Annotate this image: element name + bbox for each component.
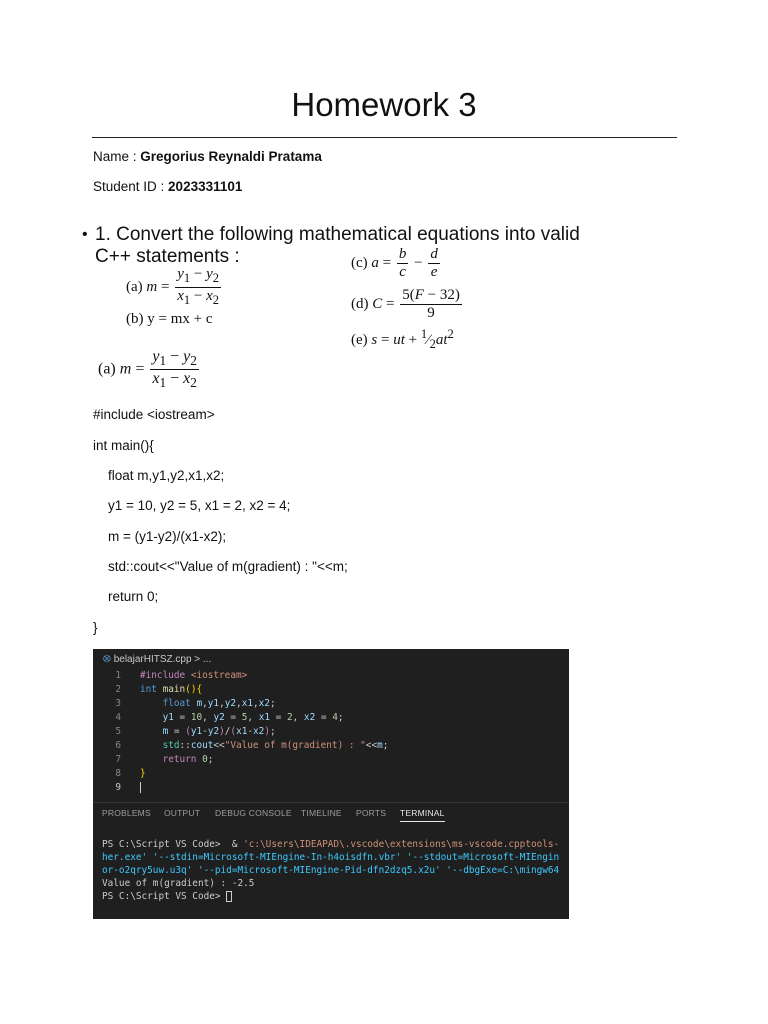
panel-tabs xyxy=(93,802,569,825)
terminal-output: Value of m(gradient) : -2.5 xyxy=(102,878,255,889)
tab-terminal[interactable]: TERMINAL xyxy=(400,808,445,822)
code-line: std::cout<<"Value of m(gradient) : "<<m; xyxy=(93,559,348,574)
editor-line: float m,y1,y2,x1,x2; xyxy=(162,698,276,709)
id-label: Student ID : xyxy=(93,179,169,194)
terminal-line: or-o2qry5uw.u3q' '--pid=Microsoft-MIEngine-Pid-dfn2dzq5.x2u' '--dbgExe=C:\mingw64 xyxy=(102,865,560,876)
editor-line: } xyxy=(140,768,146,779)
editor-line: int main(){ xyxy=(140,684,203,695)
line-number: 1 xyxy=(115,670,121,681)
student-id-line xyxy=(93,179,242,194)
student-name-line xyxy=(93,149,322,164)
tab-problems[interactable]: PROBLEMS xyxy=(102,808,151,818)
line-number: 9 xyxy=(115,782,121,793)
editor-line: #include <iostream> xyxy=(140,670,248,681)
name-value: Gregorius Reynaldi Pratama xyxy=(140,149,322,164)
id-value: 2023331101 xyxy=(168,179,243,194)
question-line-2: C++ statements : xyxy=(95,246,240,267)
code-line: #include <iostream> xyxy=(93,407,215,422)
tab-output[interactable]: OUTPUT xyxy=(164,808,201,818)
tab-timeline[interactable]: TIMELINE xyxy=(301,808,342,818)
page-title: Homework 3 xyxy=(291,86,477,123)
terminal-prompt[interactable]: PS C:\Script VS Code> xyxy=(102,891,232,902)
vscode-screenshot xyxy=(93,649,569,919)
tab-ports[interactable]: PORTS xyxy=(356,808,387,818)
line-number: 6 xyxy=(115,740,121,751)
tab-debug-console[interactable]: DEBUG CONSOLE xyxy=(215,808,292,818)
code-line: return 0; xyxy=(93,589,159,604)
name-label: Name : xyxy=(93,149,141,164)
line-number: 5 xyxy=(115,726,121,737)
text-cursor xyxy=(140,782,141,793)
title-divider xyxy=(92,137,677,138)
editor-line: std::cout<<"Value of m(gradient) : "<<m; xyxy=(162,740,389,751)
line-number: 7 xyxy=(115,754,121,765)
question-line-1: 1. Convert the following mathematical equations into valid xyxy=(95,224,580,245)
editor-line: return 0; xyxy=(162,754,214,765)
code-line: } xyxy=(93,620,98,635)
equation-d: (d) C = $\frac{5(F - 32)}{9}$ xyxy=(351,287,460,321)
terminal-line: her.exe' '--stdin=Microsoft-MIEngine-In-h4oisdfn.vbr' '--stdout=Microsoft-MIEngin xyxy=(102,852,560,863)
terminal-cursor xyxy=(226,891,232,902)
code-line: int main(){ xyxy=(93,438,154,453)
line-number: 3 xyxy=(115,698,121,709)
line-number: 8 xyxy=(115,768,121,779)
line-number: 2 xyxy=(115,684,121,695)
question-bullet: • xyxy=(82,226,88,243)
equation-a: (a) m = $\frac{y_1 - y_2}{x_1 - x_2}$ xyxy=(126,266,220,307)
editor-line: m = (y1-y2)/(x1-x2); xyxy=(162,726,276,737)
equation-b: (b) y = mx + c xyxy=(126,311,213,327)
answer-equation-a: (a) m = $\frac{y_1 - y_2}{x_1 - x_2}$ xyxy=(98,348,197,391)
cpp-file-icon: ⭙ xyxy=(103,654,111,665)
terminal-line: PS C:\Script VS Code> & 'c:\Users\IDEAPAD\.vscode\extensions\ms-vscode.cpptools- xyxy=(102,839,560,850)
equation-e: (e) s = ut + $^1⁄_2at^2$ xyxy=(351,327,454,351)
editor-cursor-line[interactable] xyxy=(140,782,141,793)
equation-c: (c) a = $\frac{b}{c}$ − $\frac{d}{e}$ xyxy=(351,246,438,280)
code-line: m = (y1-y2)/(x1-x2); xyxy=(93,529,227,544)
breadcrumb: ⭙ belajarHITSZ.cpp > ... xyxy=(103,654,212,665)
line-number: 4 xyxy=(115,712,121,723)
fraction: $\frac{y_1 - y_2}{x_1 - x_2}$ xyxy=(177,266,220,307)
code-line: float m,y1,y2,x1,x2; xyxy=(93,468,225,483)
code-line: y1 = 10, y2 = 5, x1 = 2, x2 = 4; xyxy=(93,498,291,513)
editor-line: y1 = 10, y2 = 5, x1 = 2, x2 = 4; xyxy=(162,712,344,723)
